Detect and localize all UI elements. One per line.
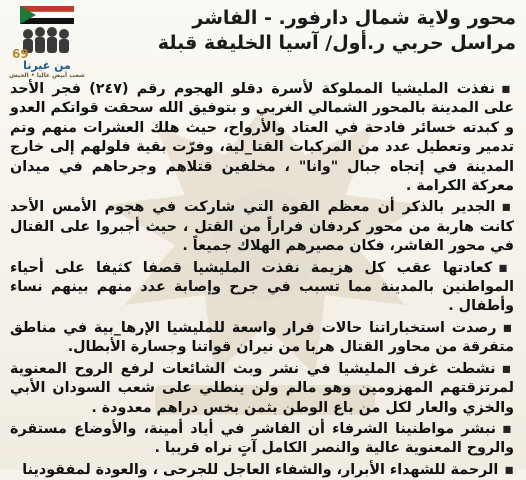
report-paragraph (10, 319, 514, 358)
report-header (96, 6, 516, 56)
report-paragraph (10, 198, 514, 256)
report-paragraph (10, 461, 514, 480)
paragraph-text: نشطت غرف المليشيا في نشر وبث الشائعات لرفع الروح المعنوية لمرتزقتهم المهزومين وهو مالم ولن ينطلي على شعب السودان الأبي والخزي والعار لكل من باع الوطن بثمن بخس دراهم معدودة . (10, 360, 514, 416)
paragraph-text: الرحمة للشهداء الأبرار، والشفاء العاجل للجرحى ، والعودة لمفقودينا (22, 461, 499, 478)
bullet-icon: ▪ (501, 360, 514, 377)
report-paragraph (10, 420, 514, 459)
bullet-icon: ▪ (501, 199, 514, 216)
paragraph-text: كعادتها عقب كل هزيمة نفذت المليشيا قصفا كثيفا على أحياء المواطنين بالمدينة مما تسبب في جرح وإصابة عدد منهم بينهم نساء وأطفال . (10, 259, 514, 315)
header-location: محور ولاية شمال دارفور. - الفاشر (192, 7, 516, 29)
report-body (10, 80, 514, 478)
bullet-icon: ▪ (502, 420, 514, 437)
header-correspondent: مراسل حربي ر.أول/ آسيا الخليفة قبلة (157, 32, 516, 54)
logo-caption-main: من غيرنا (23, 59, 71, 72)
paragraph-text: رصدت استخباراتنا حالات فرار واسعة للمليشيا الإرها_بية في مناطق متفرقة من محاور القتال هربا من نيران قواتنا وجسارة الأبطال. (10, 319, 514, 356)
paragraph-text: نبشر مواطنينا الشرفاء أن الفاشر في أياد أمينة، والأوضاع مستقرة والروح المعنوية عالية والنصر الكامل آتٍ نراه قريبا . (10, 420, 514, 457)
report-paragraph (10, 80, 514, 196)
logo-caption-sub: شعب أبيض عاليا • الجيش (9, 72, 85, 79)
logo-caption (4, 60, 90, 79)
svg-text:69: 69 (12, 47, 29, 61)
paragraph-text: نفذت المليشيا المملوكة لأسرة دقلو الهجوم رقم (٢٤٧) فجر الأحد على المدينة بالمحور الشمالي الغربي و بتوفيق الله سحقت قواتكم العدو و كبدته خسائر فادحة في العتاد والأرواح، حيث هلك العشرات منهم وتم تدمير وتعطيل عدد من المركبات القتا_لية، وفرّت بقية فلولهم إلى خارج المدينة في إتجاه جبال "وانا" ، مخلفين قتلاهم وجرحاهم في ميدان معركة الكرامة . (10, 81, 514, 195)
paragraph-text: الجدير بالذكر أن معظم القوة التي شاركت في هجوم الأمس الأحد كانت هاربة من محور كردفان فراراً من القتل ، حيث أجبروا على القتال في محور الفاشر، فكان مصيرهم الهلاك جميعاً . (10, 199, 514, 255)
report-paragraph (10, 360, 514, 418)
bullet-icon: ▪ (502, 319, 514, 336)
sudan-army-emblem-icon (6, 2, 88, 62)
report-paragraph (10, 259, 514, 317)
bullet-icon: ▪ (501, 81, 514, 97)
bullet-icon: ▪ (498, 259, 514, 276)
bullet-icon: ▪ (504, 461, 514, 478)
